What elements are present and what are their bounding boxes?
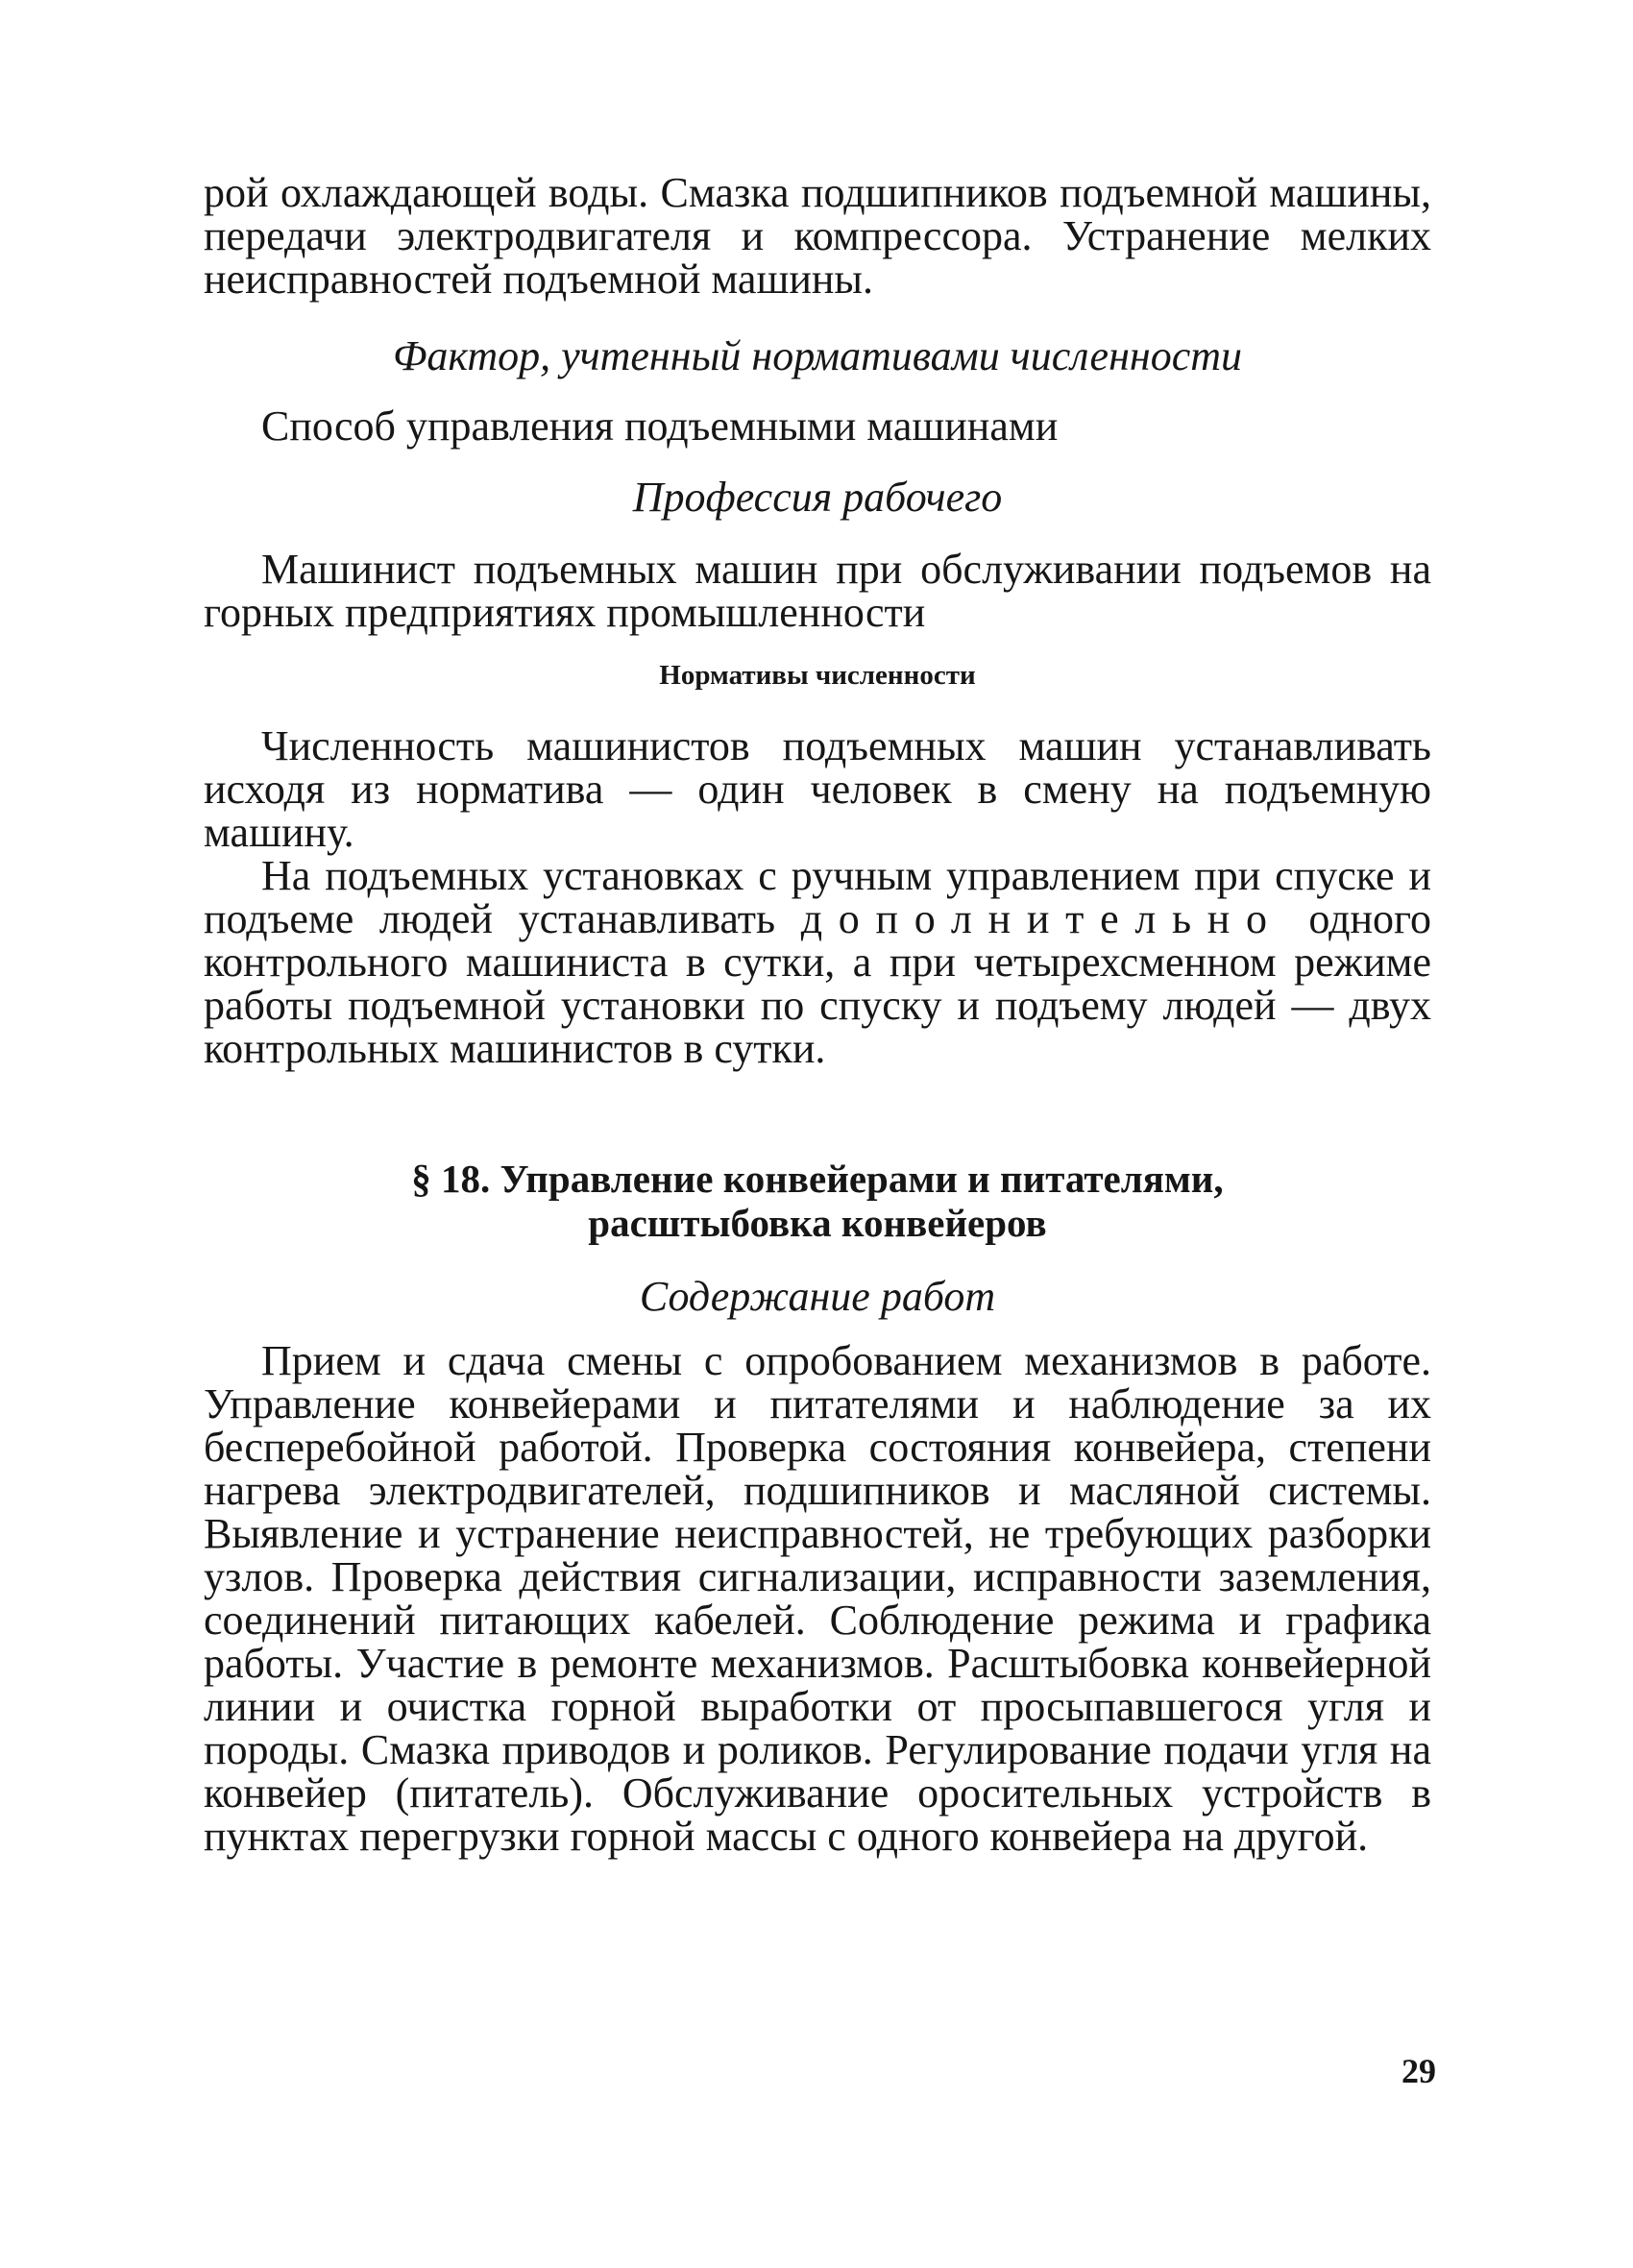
norm-paragraph-2-end: одного контрольного машиниста в сутки, а при четырехсменном режиме работы подъемной установки по спуску и подъему людей — двух контрольных машинистов в сутки. — [204, 895, 1432, 1072]
norms-heading: Нормативы численности — [659, 660, 976, 691]
profession-paragraph: Машинист подъемных машин при обслуживании подъемов на горных предприятиях промышленности — [204, 546, 1431, 636]
norm-paragraph-2-start: На подъемных установках с ручным управлением при спуске и подъеме людей устанавливать — [204, 852, 1431, 942]
continued-paragraph: рой охлаждающей воды. Смазка подшипников подъемной машины, передачи электродвигателя и компрессора. Устранение мелких неисправностей подъемной машины. — [204, 169, 1431, 303]
section-title-line-2: расштыбовка конвейеров — [588, 1201, 1047, 1245]
factor-heading: Фактор, учтенный нормативами численности — [392, 332, 1243, 379]
page-content — [204, 171, 1431, 1858]
section-title-line-1: § 18. Управление конвейерами и питателями, — [411, 1157, 1224, 1201]
profession-heading: Профессия рабочего — [632, 474, 1003, 521]
work-content-paragraph: Прием и сдача смены с опробованием механизмов в работе. Управление конвейерами и питателями и наблюдение за их бесперебойной работой. Проверка состояния конвейера, степени нагрева электродвигателей, подшипников и масляной системы. Выявление и устранение неисправностей, не требующих разборки узлов. Проверка действия сигнализации, исправности заземления, соединений питающих кабелей. Соблюдение режима и графика работы. Участие в ремонте механизмов. Расштыбовка конвейерной линии и очистка горной выработки от просыпавшегося угля и породы. Смазка приводов и роликов. Регулирование подачи угля на конвейер (питатель). Обслуживание оросительных устройств в пунктах перегрузки горной массы с одного конвейера на другой. — [204, 1337, 1431, 1860]
norm-paragraph-2 — [204, 854, 1431, 1070]
page-number: 29 — [1401, 2052, 1436, 2090]
norm-paragraph-1: Численность машинистов подъемных машин устанавливать исходя из норматива — один человек в смену на подъемную машину. — [204, 722, 1431, 856]
control-method-paragraph: Способ управления подъемными машинами — [261, 402, 1059, 450]
work-content-heading: Содержание работ — [639, 1273, 996, 1320]
emphasized-word: дополнительно — [800, 895, 1283, 942]
